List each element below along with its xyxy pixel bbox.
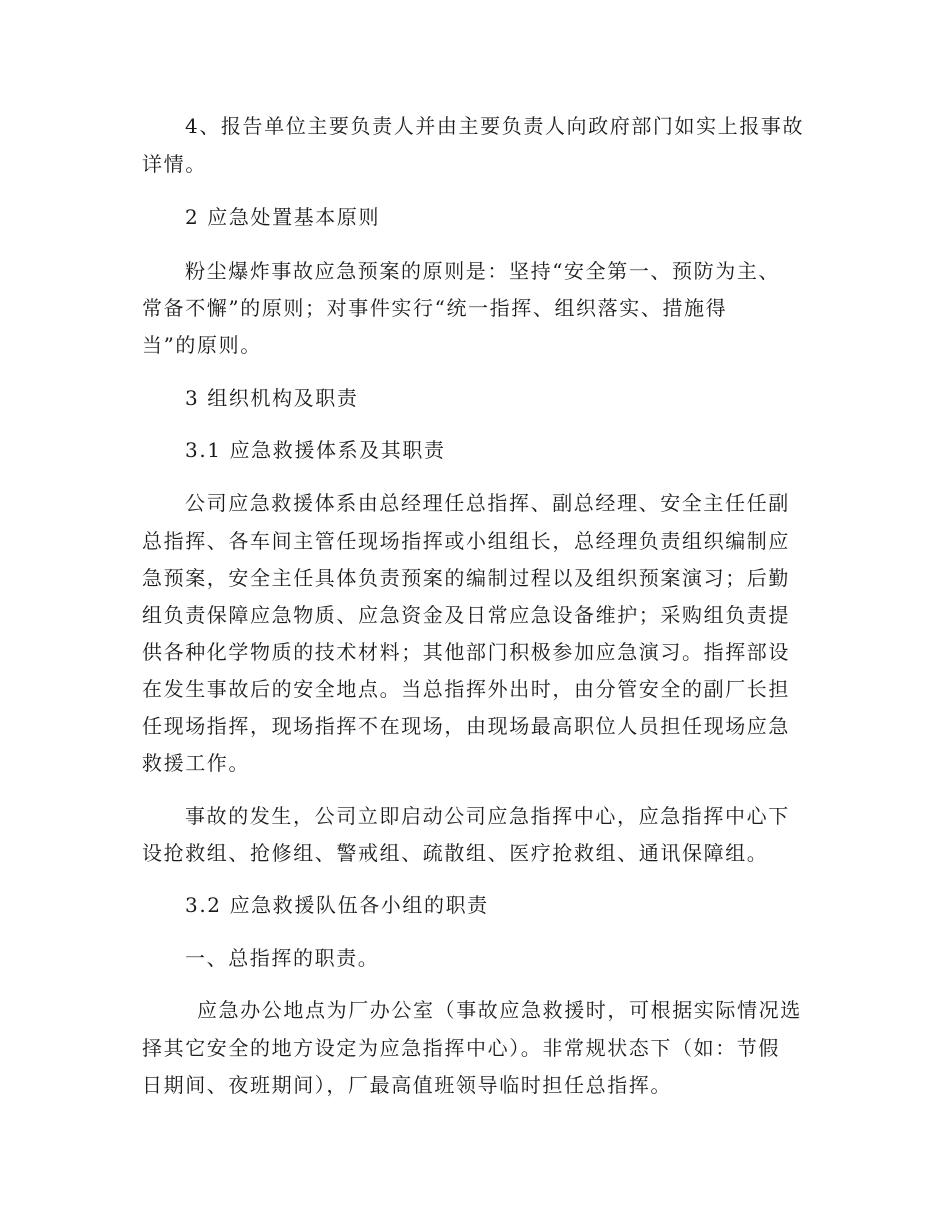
paragraph-line: 粉尘爆炸事故应急预案的原则是：坚持“安全第一、预防为主、	[185, 259, 781, 283]
paragraph-line: 设抢救组、抢修组、警戒组、疏散组、医疗抢救组、通讯保障组。	[142, 841, 769, 865]
paragraph-line: 事故的发生，公司立即启动公司应急指挥中心，应急指挥中心下	[185, 804, 790, 828]
paragraph-line: 日期间、夜班期间），厂最高值班领导临时担任总指挥。	[142, 1073, 672, 1097]
paragraph-line: 组负责保障应急物质、应急资金及日常应急设备维护；采购组负责提	[142, 603, 790, 627]
paragraph-line: 4、报告单位主要负责人并由主要负责人向政府部门如实上报事故	[185, 114, 805, 138]
list-heading: 一、总指挥的职责。	[185, 946, 380, 970]
paragraph-line: 总指挥、各车间主管任现场指挥或小组组长，总经理负责组织编制应	[142, 529, 790, 553]
paragraph-line: 公司应急救援体系由总经理任总指挥、副总经理、安全主任任副	[185, 491, 790, 515]
subsection-heading: 3.1 应急救援体系及其职责	[185, 438, 446, 462]
paragraph-line: 供各种化学物质的技术材料；其他部门积极参加应急演习。指挥部设	[142, 640, 790, 664]
paragraph-line: 当”的原则。	[142, 333, 262, 357]
section-heading: 2 应急处置基本原则	[185, 205, 381, 229]
paragraph-line: 详情。	[142, 152, 207, 176]
paragraph-line: 任现场指挥，现场指挥不在现场，由现场最高职位人员担任现场应急	[142, 714, 790, 738]
paragraph-line: 急预案，安全主任具体负责预案的编制过程以及组织预案演习；后勤	[142, 566, 790, 590]
paragraph-line: 应急办公地点为厂办公室（事故应急救援时，可根据实际情况选	[197, 998, 802, 1022]
paragraph-line: 在发生事故后的安全地点。当总指挥外出时，由分管安全的副厂长担	[142, 677, 790, 701]
paragraph-line: 常备不懈”的原则；对事件实行“统一指挥、组织落实、措施得	[142, 296, 728, 320]
paragraph-line: 择其它安全的地方设定为应急指挥中心）。非常规状态下（如：节假	[142, 1036, 780, 1060]
subsection-heading: 3.2 应急救援队伍各小组的职责	[185, 893, 489, 917]
section-heading: 3 组织机构及职责	[185, 386, 359, 410]
paragraph-line: 救援工作。	[142, 751, 250, 775]
